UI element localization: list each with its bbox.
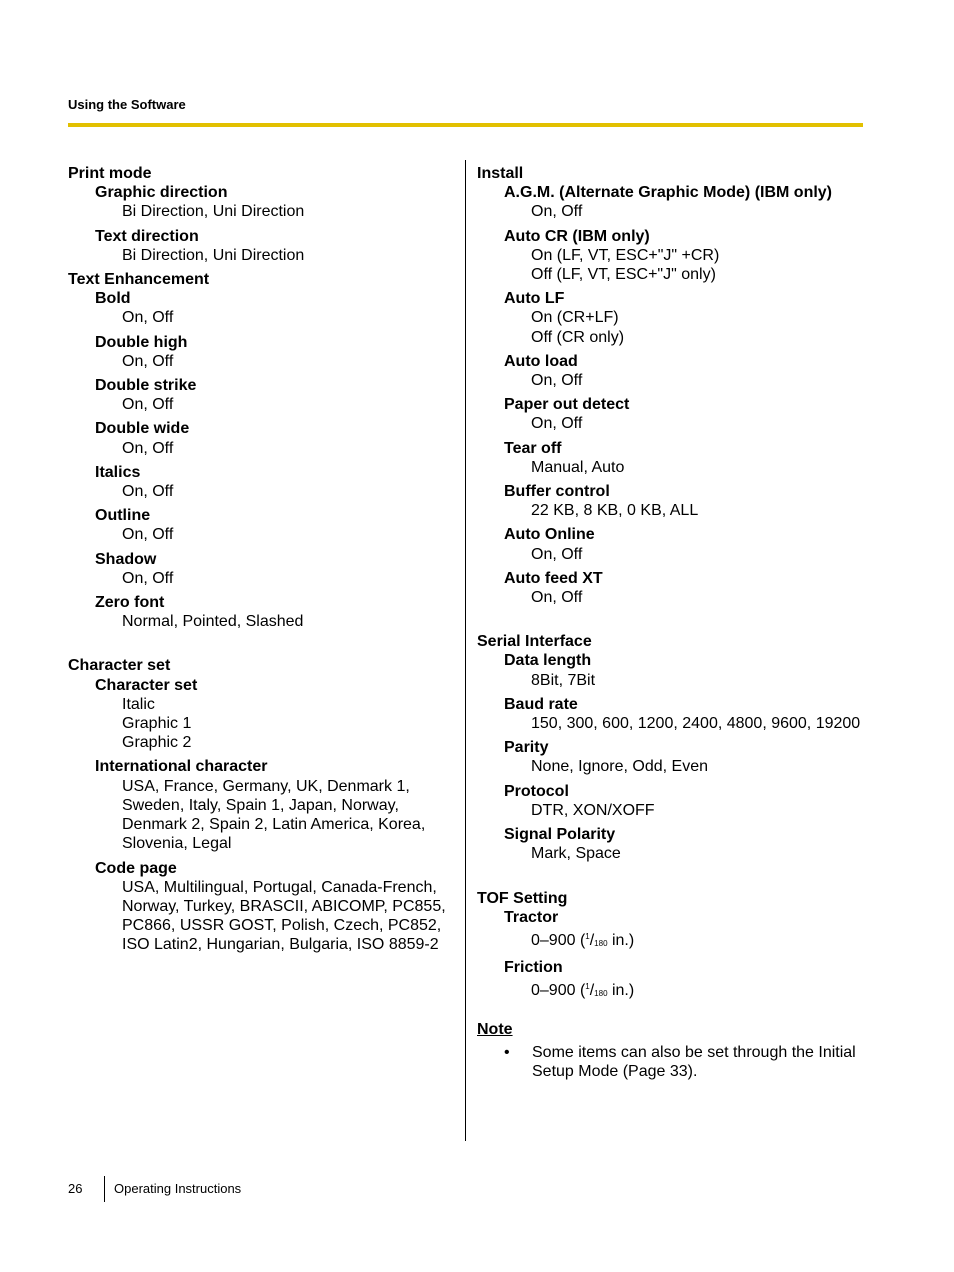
footer-separator <box>104 1176 105 1202</box>
setting-title: Tear off <box>504 439 562 457</box>
setting-item <box>68 506 460 544</box>
setting-title: Friction <box>504 959 563 977</box>
setting-item <box>68 376 460 414</box>
setting-item <box>477 395 877 433</box>
section-title: Text Enhancement <box>68 271 210 289</box>
setting-title: Character set <box>95 676 198 694</box>
setting-title: Paper out detect <box>504 396 630 414</box>
setting-value: On, Off <box>122 483 174 501</box>
note-item <box>477 1043 877 1081</box>
note-heading: Note <box>477 1020 513 1038</box>
section-title: Serial Interface <box>477 633 592 651</box>
setting-value: Slovenia, Legal <box>122 835 232 853</box>
setting-item <box>68 463 460 501</box>
setting-value: On (LF, VT, ESC+"J" +CR) <box>531 246 720 264</box>
setting-item <box>477 439 877 477</box>
section-title: Print mode <box>68 165 152 182</box>
setting-value: PC866, USSR GOST, Polish, Czech, PC852, <box>122 917 442 935</box>
footer-page-number: 26 <box>68 1181 83 1196</box>
bullet-icon: • <box>504 1043 510 1061</box>
setting-item <box>477 651 877 689</box>
setting-title: Double high <box>95 333 188 351</box>
setting-title: Protocol <box>504 782 569 800</box>
setting-title: Data length <box>504 652 592 670</box>
setting-title: Tractor <box>504 908 559 926</box>
setting-title: Italics <box>95 463 141 481</box>
setting-title: Auto LF <box>504 290 565 308</box>
setting-value: ISO Latin2, Hungarian, Bulgaria, ISO 8859-2 <box>122 936 439 954</box>
tof-unit: in.) <box>607 982 635 1000</box>
setting-item <box>68 419 460 457</box>
note-line: Setup Mode (Page 33). <box>532 1062 698 1080</box>
header-rule <box>68 123 863 127</box>
setting-item <box>68 333 460 371</box>
setting-value: 150, 300, 600, 1200, 2400, 4800, 9600, 19200 <box>531 715 861 733</box>
setting-title: Graphic direction <box>95 184 228 202</box>
setting-value: None, Ignore, Odd, Even <box>531 758 708 776</box>
section-title: Install <box>477 165 524 182</box>
settings-section <box>68 270 460 631</box>
setting-item <box>68 593 460 631</box>
setting-value: Normal, Pointed, Slashed <box>122 613 304 631</box>
page-header-title: Using the Software <box>68 97 186 112</box>
setting-value: DTR, XON/XOFF <box>531 801 655 819</box>
setting-value: Italic <box>122 695 155 713</box>
settings-section <box>68 164 460 265</box>
setting-value: Off (LF, VT, ESC+"J" only) <box>531 266 716 284</box>
setting-title: Buffer control <box>504 483 610 501</box>
setting-value: Bi Direction, Uni Direction <box>122 203 305 221</box>
setting-item <box>477 908 877 953</box>
setting-title: Double strike <box>95 377 197 395</box>
setting-value: Bi Direction, Uni Direction <box>122 246 305 264</box>
setting-title: Parity <box>504 739 549 757</box>
section-title: TOF Setting <box>477 889 568 907</box>
setting-title: Auto Online <box>504 526 595 544</box>
setting-item <box>477 738 877 776</box>
setting-item <box>477 958 877 1003</box>
setting-value: Norway, Turkey, BRASCII, ABICOMP, PC855, <box>122 897 446 915</box>
setting-item <box>477 825 877 863</box>
setting-title: Zero font <box>95 594 165 612</box>
setting-value: On, Off <box>531 372 583 390</box>
setting-item <box>68 859 460 955</box>
setting-value <box>504 977 877 1003</box>
fraction-numerator: 1 <box>585 982 590 992</box>
column-divider <box>465 160 466 1141</box>
setting-item <box>477 782 877 820</box>
setting-title: Bold <box>95 290 131 308</box>
setting-title: International character <box>95 758 268 776</box>
setting-value: Manual, Auto <box>531 458 625 476</box>
setting-value: On, Off <box>122 396 174 414</box>
setting-title: Baud rate <box>504 695 578 713</box>
fraction-numerator: 1 <box>585 931 590 941</box>
setting-value <box>504 927 877 953</box>
setting-value: Graphic 2 <box>122 734 192 752</box>
setting-value: On, Off <box>531 415 583 433</box>
setting-value: USA, France, Germany, UK, Denmark 1, <box>122 777 410 795</box>
settings-section <box>477 632 877 863</box>
setting-item <box>477 352 877 390</box>
left-column <box>68 164 460 960</box>
setting-item <box>68 757 460 853</box>
settings-section <box>477 164 877 607</box>
setting-item <box>477 695 877 733</box>
setting-value: On, Off <box>122 439 174 457</box>
setting-item <box>477 525 877 563</box>
setting-value: Sweden, Italy, Spain 1, Japan, Norway, <box>122 796 399 814</box>
setting-value: On, Off <box>531 589 583 607</box>
setting-value: Graphic 1 <box>122 715 192 733</box>
setting-value: Denmark 2, Spain 2, Latin America, Korea, <box>122 816 426 834</box>
section-tof-setting <box>477 889 877 1004</box>
setting-item <box>477 183 877 221</box>
footer-label: Operating Instructions <box>114 1181 242 1196</box>
fraction-slash: / <box>589 982 595 1000</box>
setting-title: Outline <box>95 507 151 525</box>
setting-item <box>68 183 460 221</box>
setting-value: On, Off <box>122 569 174 587</box>
setting-item <box>68 227 460 265</box>
tof-unit: in.) <box>607 931 635 949</box>
setting-title: Code page <box>95 859 177 877</box>
setting-title: Auto CR (IBM only) <box>504 227 650 245</box>
setting-item <box>68 550 460 588</box>
setting-title: Auto load <box>504 352 578 370</box>
setting-item <box>477 569 877 607</box>
setting-value: USA, Multilingual, Portugal, Canada-French, <box>122 878 437 896</box>
setting-item <box>68 289 460 327</box>
section-title: Character set <box>68 657 171 675</box>
setting-value: On, Off <box>531 545 583 563</box>
setting-value: On, Off <box>122 352 174 370</box>
setting-item <box>477 227 877 285</box>
right-sections <box>477 164 877 864</box>
setting-value: On, Off <box>531 203 583 221</box>
setting-value: On, Off <box>122 526 174 544</box>
setting-value: Off (CR only) <box>531 328 625 346</box>
right-column <box>477 164 877 1081</box>
setting-title: A.G.M. (Alternate Graphic Mode) (IBM only) <box>504 184 833 202</box>
setting-value: On (CR+LF) <box>531 309 619 327</box>
fraction-denominator: 180 <box>594 938 608 948</box>
setting-value: On, Off <box>122 309 174 327</box>
setting-value: 22 KB, 8 KB, 0 KB, ALL <box>531 502 699 520</box>
setting-title: Auto feed XT <box>504 569 603 587</box>
note-line: Some items can also be set through the Initial <box>532 1043 856 1061</box>
tof-range: 0–900 ( <box>531 931 586 949</box>
setting-item <box>477 482 877 520</box>
setting-title: Double wide <box>95 420 190 438</box>
settings-section <box>68 656 460 954</box>
setting-title: Shadow <box>95 550 157 568</box>
setting-item <box>477 289 877 347</box>
setting-value: 8Bit, 7Bit <box>531 671 596 689</box>
setting-item <box>68 676 460 753</box>
setting-title: Signal Polarity <box>504 826 616 844</box>
tof-range: 0–900 ( <box>531 982 586 1000</box>
fraction-slash: / <box>589 931 595 949</box>
setting-title: Text direction <box>95 227 199 245</box>
setting-value: Mark, Space <box>531 845 621 863</box>
fraction-denominator: 180 <box>594 989 608 999</box>
